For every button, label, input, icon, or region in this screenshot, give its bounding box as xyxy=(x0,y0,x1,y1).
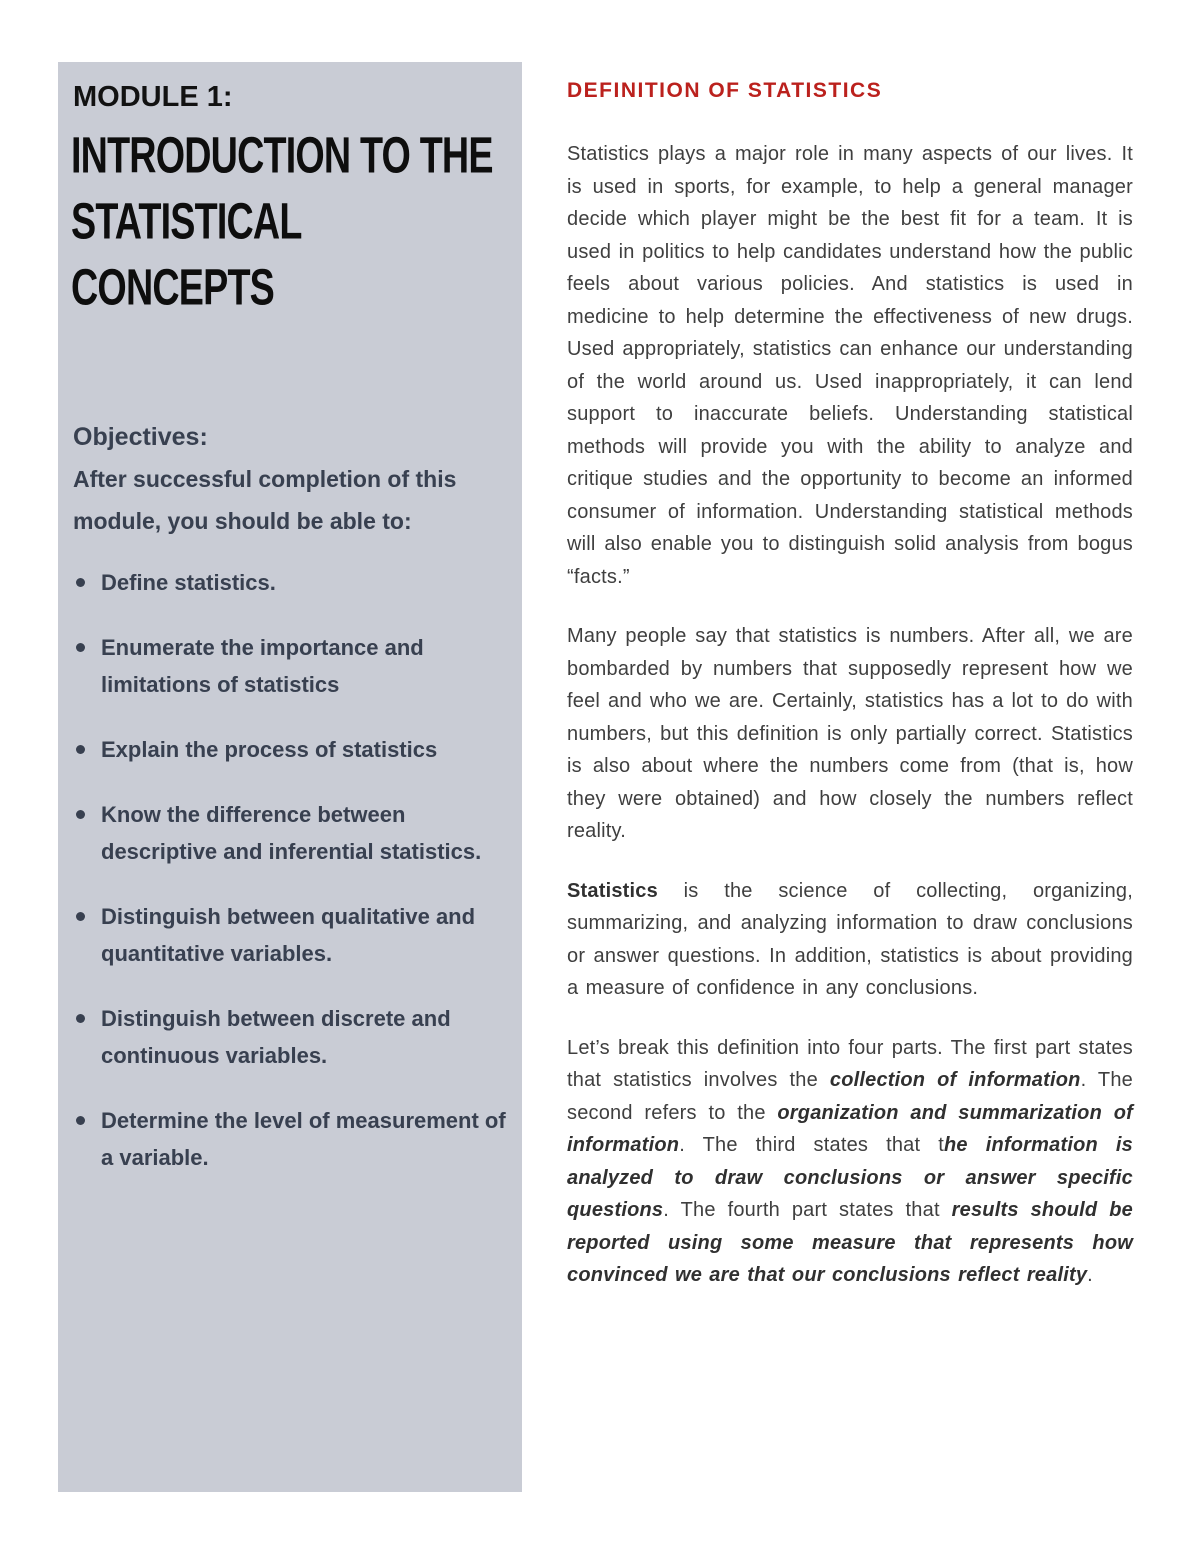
paragraph-text: . The third states that t xyxy=(679,1134,944,1156)
paragraph-text-emphasis: organization and summarization of information xyxy=(567,1101,1133,1156)
objective-item: Distinguish between discrete and continuous variables. xyxy=(73,1000,512,1074)
module-title xyxy=(71,122,530,331)
objective-item: Enumerate the importance and limitations of statistics xyxy=(73,629,512,703)
paragraph-text: . xyxy=(1087,1264,1093,1286)
section-heading: DEFINITION OF STATISTICS xyxy=(567,79,883,102)
paragraph-text: . The fourth part states that xyxy=(663,1199,952,1221)
objectives-heading: Objectives: xyxy=(73,423,208,451)
paragraph-text-emphasis: he information is analyzed to draw conclusions or answer specific questions xyxy=(567,1134,1133,1221)
paragraph-text: Statistics plays a major role in many aspects of our lives. It is used in sports, for example, to help a general manager decide which player might be the best fit for a team. It is used in politics to help candidates understand how the public feels about various policies. And statistics is used in medicine to help determine the effectiveness of new drugs. Used appropriately, statistics can enhance our understanding of the world around us. Used inappropriately, it can lend support to inaccurate beliefs. Understanding statistical methods will provide you with the ability to analyze and critique studies and the opportunity to become an informed consumer of information. Understanding statistical methods will also enable you to distinguish solid analysis from bogus “facts.” xyxy=(567,143,1133,588)
objective-item: Determine the level of measurement of a variable. xyxy=(73,1102,512,1176)
paragraph-definition-four-parts xyxy=(567,1032,1133,1292)
paragraph-text: . The second refers to the xyxy=(567,1069,1133,1124)
objectives-list xyxy=(73,564,512,1176)
objective-item: Explain the process of statistics xyxy=(73,731,512,768)
paragraph-statistics-definition xyxy=(567,875,1133,1005)
paragraph-text-emphasis: collection of information xyxy=(829,1069,1081,1091)
module-sidebar xyxy=(58,62,522,1492)
objective-item: Define statistics. xyxy=(73,564,512,601)
objective-item: Distinguish between qualitative and quantitative variables. xyxy=(73,898,512,972)
paragraph-intro-role-of-statistics xyxy=(567,138,1133,593)
paragraph-text-bold: Statistics xyxy=(567,879,658,902)
objectives-intro: After successful completion of this module, you should be able to: xyxy=(73,466,457,534)
paragraph-text: Many people say that statistics is numbers. After all, we are bombarded by numbers that supposedly represent how we feel and who we are. Certainly, statistics has a lot to do with numbers, but this definition is only partially correct. Statistics is also about where the numbers come from (that is, how they were obtained) and how closely the numbers reflect reality. xyxy=(567,625,1133,842)
main-text-column xyxy=(567,78,1133,1319)
module-title-line: CONCEPTS xyxy=(71,258,275,316)
module-title-line: INTRODUCTION TO THE xyxy=(71,126,493,184)
objective-item: Know the difference between descriptive and inferential statistics. xyxy=(73,796,512,870)
module-title-line: STATISTICAL xyxy=(71,192,302,250)
paragraph-text-emphasis: results should be reported using some measure that represents how convinced we are that our conclusions reflect reality xyxy=(567,1199,1133,1286)
module-number-label: MODULE 1: xyxy=(73,81,233,113)
paragraph-text: Let’s break this definition into four parts. The first part states that statistics involves the xyxy=(567,1036,1133,1091)
paragraph-text: is the science of collecting, organizing, summarizing, and analyzing information to draw conclusions or answer questions. In addition, statistics is about providing a measure of confidence in any conclusions. xyxy=(567,879,1133,999)
paragraph-statistics-is-numbers xyxy=(567,620,1133,848)
